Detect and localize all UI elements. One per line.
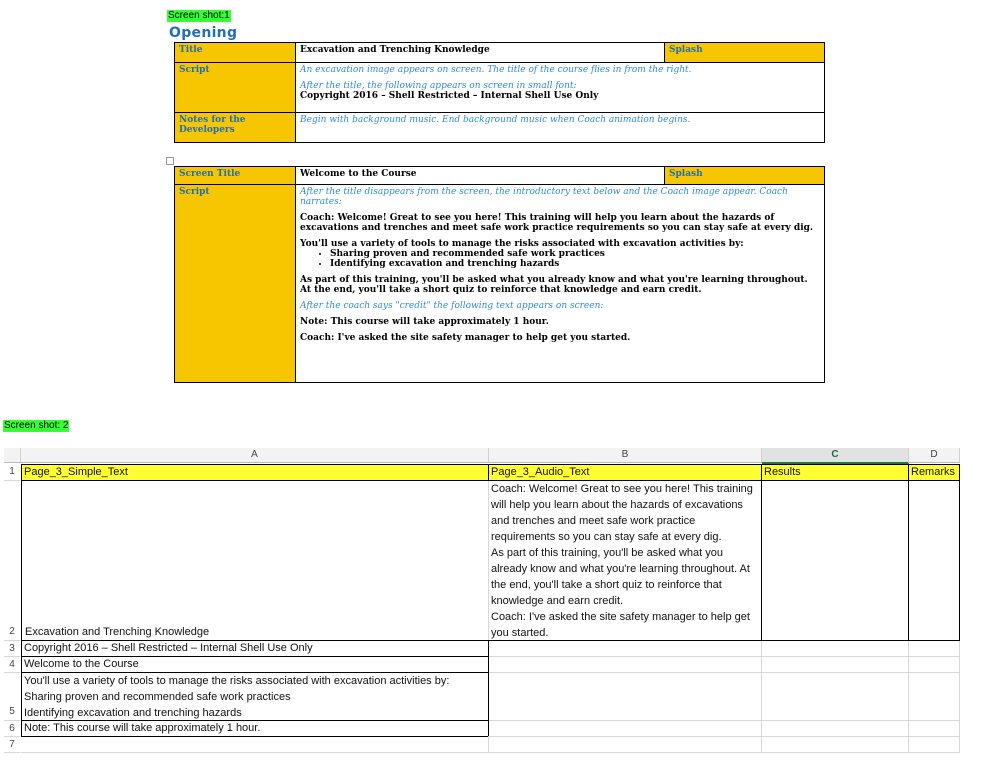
cell-d3[interactable] bbox=[908, 641, 960, 657]
cell-c1[interactable]: Results bbox=[761, 464, 909, 481]
welcome-spec-table bbox=[174, 166, 825, 383]
notes-label: Notes for the Developers bbox=[175, 113, 296, 143]
cell-d6[interactable] bbox=[908, 721, 960, 737]
cell-d4[interactable] bbox=[908, 657, 960, 673]
cell-d1[interactable]: Remarks bbox=[908, 464, 960, 481]
row-header-5[interactable] bbox=[4, 673, 20, 721]
audio-line: and trenches and meet safe work practice bbox=[491, 515, 696, 527]
cell-d7[interactable] bbox=[908, 737, 960, 753]
cell-b1[interactable]: Page_3_Audio_Text bbox=[488, 464, 762, 481]
cell-c4[interactable] bbox=[761, 657, 909, 673]
row-header-4[interactable]: 4 bbox=[4, 657, 20, 673]
audio-line: Coach: I've asked the site safety manager to help get bbox=[491, 611, 750, 623]
cell-b4[interactable] bbox=[488, 657, 762, 673]
notes-value: Begin with background music. End background music when Coach animation begins. bbox=[296, 113, 825, 143]
script-label: Script bbox=[175, 63, 296, 113]
cell-c7[interactable] bbox=[761, 737, 909, 753]
row-number-2: 2 bbox=[9, 626, 15, 637]
row-header-3[interactable]: 3 bbox=[4, 641, 20, 657]
audio-line: you started. bbox=[491, 627, 549, 639]
cell-c5[interactable] bbox=[761, 673, 909, 721]
cell-a2-text: Excavation and Trenching Knowledge bbox=[25, 626, 210, 638]
script-line-3: Copyright 2016 – Shell Restricted – Internal Shell Use Only bbox=[300, 91, 599, 101]
screenshot-2-label: Screen shot: 2 bbox=[4, 420, 69, 431]
audio-line: will help you learn about the hazards of excavations bbox=[491, 499, 743, 511]
audio-line: requirements so you can stay safe at every dig. bbox=[491, 531, 722, 543]
training-text: As part of this training, you'll be asked what you already know and what you're learning throughout. At the end, you'll take a short quiz to reinforce that knowledge and earn credit. bbox=[300, 275, 808, 295]
screen-title-value: Welcome to the Course bbox=[296, 167, 665, 185]
title-label: Title bbox=[175, 43, 296, 63]
credit-cue: After the coach says "credit" the following text appears on screen: bbox=[300, 301, 604, 311]
coach-closing-text: Coach: I've asked the site safety manager to help get you started. bbox=[300, 333, 631, 343]
cell-c6[interactable] bbox=[761, 721, 909, 737]
screen-title-type: Splash bbox=[665, 167, 825, 185]
script-content bbox=[296, 63, 825, 113]
opening-spec-table bbox=[174, 42, 825, 143]
row-header-7[interactable]: 7 bbox=[4, 737, 20, 753]
row-header-1[interactable]: 1 bbox=[4, 464, 20, 481]
duration-note: Note: This course will take approximately 1 hour. bbox=[300, 317, 549, 327]
tools-line: You'll use a variety of tools to manage the risks associated with excavation activities by: bbox=[24, 675, 450, 687]
audio-line: Coach: Welcome! Great to see you here! This training bbox=[491, 483, 753, 495]
cell-d5[interactable] bbox=[908, 673, 960, 721]
screenshot-1-label: Screen shot:1 bbox=[168, 10, 230, 21]
intro-text: After the title disappears from the screen, the introductory text below and the Coach image appear. Coach narrates: bbox=[300, 187, 788, 207]
audio-line: the end, you'll take a short quiz to reinforce that bbox=[491, 579, 722, 591]
tools-line: Identifying excavation and trenching hazards bbox=[24, 707, 242, 719]
script-line-1: An excavation image appears on screen. The title of the course flies in from the right. bbox=[300, 65, 692, 75]
audio-line: knowledge and earn credit. bbox=[491, 595, 624, 607]
coach-welcome-text: Coach: Welcome! Great to see you here! This training will help you learn about the hazards of excavations and trenches and meet safe work practice requirements so you can stay safe at every dig. bbox=[300, 213, 814, 233]
column-header-c[interactable]: C bbox=[762, 448, 909, 464]
title-value: Excavation and Trenching Knowledge bbox=[296, 43, 665, 63]
bullet-item: • Sharing proven and recommended safe work practices bbox=[330, 249, 820, 259]
column-header-a[interactable]: A bbox=[21, 448, 489, 463]
cell-d2[interactable] bbox=[908, 481, 960, 641]
cell-a3[interactable]: Copyright 2016 – Shell Restricted – Internal Shell Use Only bbox=[21, 640, 489, 657]
cell-a6[interactable]: Note: This course will take approximately 1 hour. bbox=[21, 720, 489, 737]
column-header-b[interactable]: B bbox=[489, 448, 762, 463]
tools-block bbox=[300, 239, 820, 269]
row-header-2[interactable] bbox=[4, 481, 20, 641]
cell-c2[interactable] bbox=[761, 481, 909, 641]
row-number-5: 5 bbox=[9, 706, 15, 717]
tools-list bbox=[300, 249, 820, 269]
cell-a5[interactable] bbox=[21, 672, 489, 721]
column-header-d[interactable]: D bbox=[909, 448, 960, 463]
cell-b2[interactable] bbox=[488, 481, 762, 641]
script-label-2: Script bbox=[175, 185, 296, 383]
cell-a2[interactable] bbox=[21, 481, 489, 641]
cell-a1[interactable]: Page_3_Simple_Text bbox=[21, 464, 489, 481]
screen-title-label: Screen Title bbox=[175, 167, 296, 185]
opening-heading: Opening bbox=[169, 25, 238, 41]
row-header-6[interactable]: 6 bbox=[4, 721, 20, 737]
cell-a7[interactable] bbox=[21, 737, 489, 753]
select-all-corner[interactable] bbox=[4, 448, 21, 463]
script-line-2: After the title, the following appears on screen in small font: bbox=[300, 81, 577, 91]
cell-b5[interactable] bbox=[488, 673, 762, 721]
cell-c3[interactable] bbox=[761, 641, 909, 657]
spreadsheet bbox=[4, 448, 962, 754]
title-type: Splash bbox=[665, 43, 825, 63]
cell-b3[interactable] bbox=[488, 641, 762, 657]
audio-line: As part of this training, you'll be asked what you bbox=[491, 547, 724, 559]
cell-b6[interactable] bbox=[488, 721, 762, 737]
audio-line: already know and what you're learning throughout. At bbox=[491, 563, 750, 575]
table-move-handle-icon[interactable] bbox=[166, 157, 174, 165]
tools-line: Sharing proven and recommended safe work practices bbox=[24, 691, 291, 703]
cell-a4[interactable]: Welcome to the Course bbox=[21, 656, 489, 673]
tools-intro: You'll use a variety of tools to manage the risks associated with excavation activities by: bbox=[300, 239, 744, 249]
script-content-2 bbox=[296, 185, 825, 383]
bullet-item: • Identifying excavation and trenching hazards bbox=[330, 259, 820, 269]
cell-b7[interactable] bbox=[488, 737, 762, 753]
